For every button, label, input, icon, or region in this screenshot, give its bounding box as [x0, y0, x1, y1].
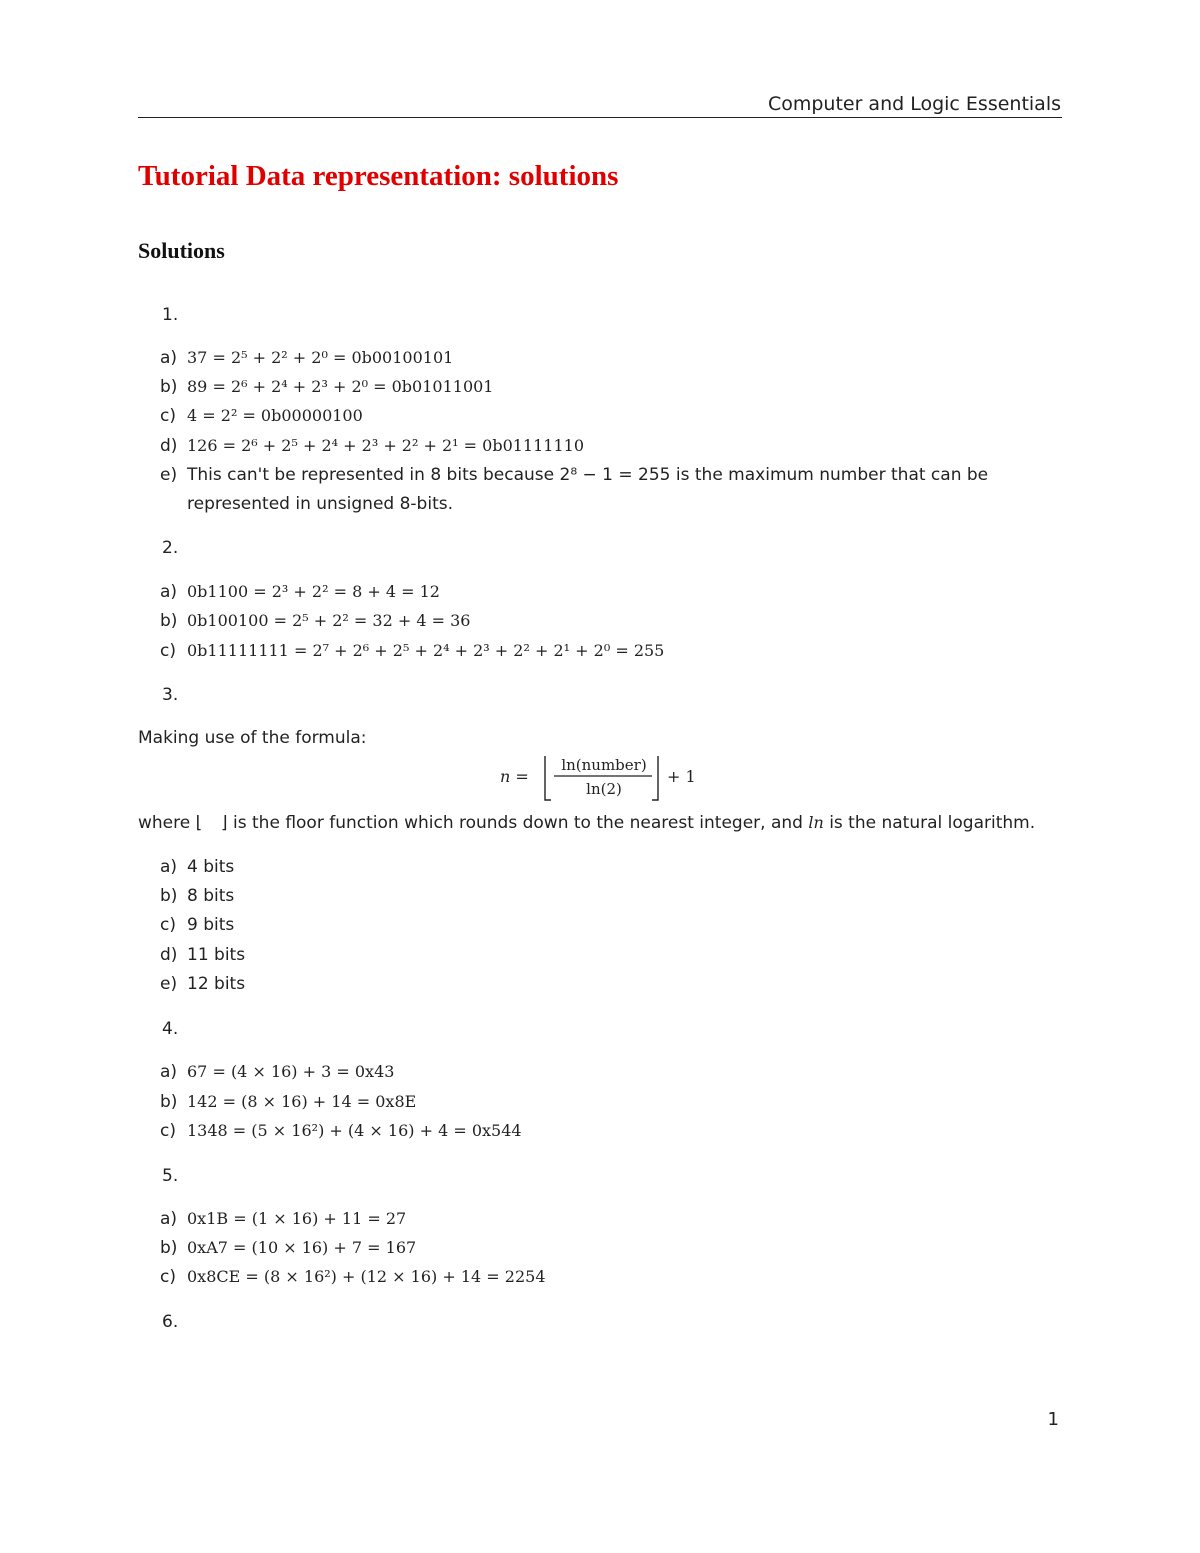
q3-item-e	[160, 974, 245, 994]
floor-description: is the floor function which rounds down to the nearest integer, and	[233, 813, 803, 833]
item-label: e)	[160, 974, 178, 994]
ln-description: is the natural logarithm.	[829, 813, 1036, 833]
formula-rhs: + 1	[667, 767, 696, 786]
item-label: b)	[160, 377, 178, 397]
floor-explanation	[138, 813, 1035, 833]
item-label: a)	[160, 582, 178, 602]
item-label: b)	[160, 1092, 178, 1112]
item-label: d)	[160, 436, 178, 456]
item-text: 37 = 2⁵ + 2² + 2⁰ = 0b00100101	[187, 348, 454, 367]
q1-item-b	[160, 377, 493, 397]
formula-intro: Making use of the formula:	[138, 728, 367, 748]
q1-item-e-continued: represented in unsigned 8-bits.	[187, 494, 453, 514]
question-2-number: 2.	[162, 538, 179, 558]
item-text: 0b100100 = 2⁵ + 2² = 32 + 4 = 36	[187, 611, 471, 630]
item-label: c)	[160, 406, 176, 426]
q2-item-b	[160, 611, 470, 631]
item-label: b)	[160, 886, 178, 906]
item-label: a)	[160, 1062, 178, 1082]
question-4-number: 4.	[162, 1019, 179, 1039]
ln-symbol: ln	[808, 813, 824, 832]
question-6-number: 6.	[162, 1312, 179, 1332]
page-number: 1	[1047, 1409, 1059, 1430]
item-text: 67 = (4 × 16) + 3 = 0x43	[187, 1062, 395, 1081]
q5-item-c	[160, 1267, 546, 1287]
q1-item-d	[160, 436, 584, 456]
item-text: 9 bits	[187, 915, 235, 935]
formula-numerator: ln(number)	[561, 756, 647, 774]
page-title: Tutorial Data representation: solutions	[138, 160, 619, 192]
q2-item-c	[160, 641, 664, 661]
q3-item-d	[160, 945, 245, 965]
item-text: 4 = 2² = 0b00000100	[187, 406, 363, 425]
item-text: 8 bits	[187, 886, 235, 906]
q1-item-a	[160, 348, 453, 368]
question-5-number: 5.	[162, 1166, 179, 1186]
question-1-number: 1.	[162, 305, 179, 325]
q1-item-e	[160, 465, 988, 485]
item-text: 89 = 2⁶ + 2⁴ + 2³ + 2⁰ = 0b01011001	[187, 377, 494, 396]
floor-symbol: ⌊ ⌋	[195, 813, 228, 833]
section-heading: Solutions	[138, 238, 225, 263]
q3-item-c	[160, 915, 234, 935]
where-text: where	[138, 813, 191, 833]
running-header: Computer and Logic Essentials	[767, 93, 1061, 115]
q3-item-a	[160, 857, 234, 877]
q4-item-a	[160, 1062, 394, 1082]
item-label: e)	[160, 465, 178, 485]
q4-item-c	[160, 1121, 522, 1141]
item-label: c)	[160, 641, 176, 661]
q5-item-a	[160, 1209, 406, 1229]
q5-item-b	[160, 1238, 416, 1258]
item-label: b)	[160, 611, 178, 631]
item-text: 0xA7 = (10 × 16) + 7 = 167	[187, 1238, 417, 1257]
item-label: a)	[160, 1209, 178, 1229]
item-text: 0x8CE = (8 × 16²) + (12 × 16) + 14 = 2254	[187, 1267, 546, 1286]
item-text: 11 bits	[187, 945, 246, 965]
item-text: 0b11111111 = 2⁷ + 2⁶ + 2⁵ + 2⁴ + 2³ + 2² + 2¹ + 2⁰ = 255	[187, 641, 665, 660]
floor-left-bracket	[545, 756, 551, 800]
item-text: 142 = (8 × 16) + 14 = 0x8E	[187, 1092, 417, 1111]
item-label: b)	[160, 1238, 178, 1258]
question-3-number: 3.	[162, 685, 179, 705]
q3-item-b	[160, 886, 234, 906]
item-label: a)	[160, 857, 178, 877]
item-label: c)	[160, 1267, 176, 1287]
formula-lhs: n =	[500, 767, 529, 786]
item-text: This can't be represented in 8 bits because 2⁸ − 1 = 255 is the maximum number that can be	[187, 465, 989, 485]
item-label: c)	[160, 915, 176, 935]
header-rule	[138, 117, 1062, 118]
formula-denominator: ln(2)	[586, 780, 622, 798]
item-label: d)	[160, 945, 178, 965]
item-text: 1348 = (5 × 16²) + (4 × 16) + 4 = 0x544	[187, 1121, 522, 1140]
item-text: 4 bits	[187, 857, 235, 877]
item-text: 126 = 2⁶ + 2⁵ + 2⁴ + 2³ + 2² + 2¹ = 0b01111110	[187, 436, 585, 455]
item-label: a)	[160, 348, 178, 368]
item-text: 0x1B = (1 × 16) + 11 = 27	[187, 1209, 407, 1228]
item-text: 0b1100 = 2³ + 2² = 8 + 4 = 12	[187, 582, 440, 601]
floor-right-bracket	[652, 756, 658, 800]
q2-item-a	[160, 582, 440, 602]
bit-count-formula	[500, 752, 720, 804]
item-label: c)	[160, 1121, 176, 1141]
item-text: 12 bits	[187, 974, 246, 994]
q4-item-b	[160, 1092, 416, 1112]
q1-item-c	[160, 406, 363, 426]
